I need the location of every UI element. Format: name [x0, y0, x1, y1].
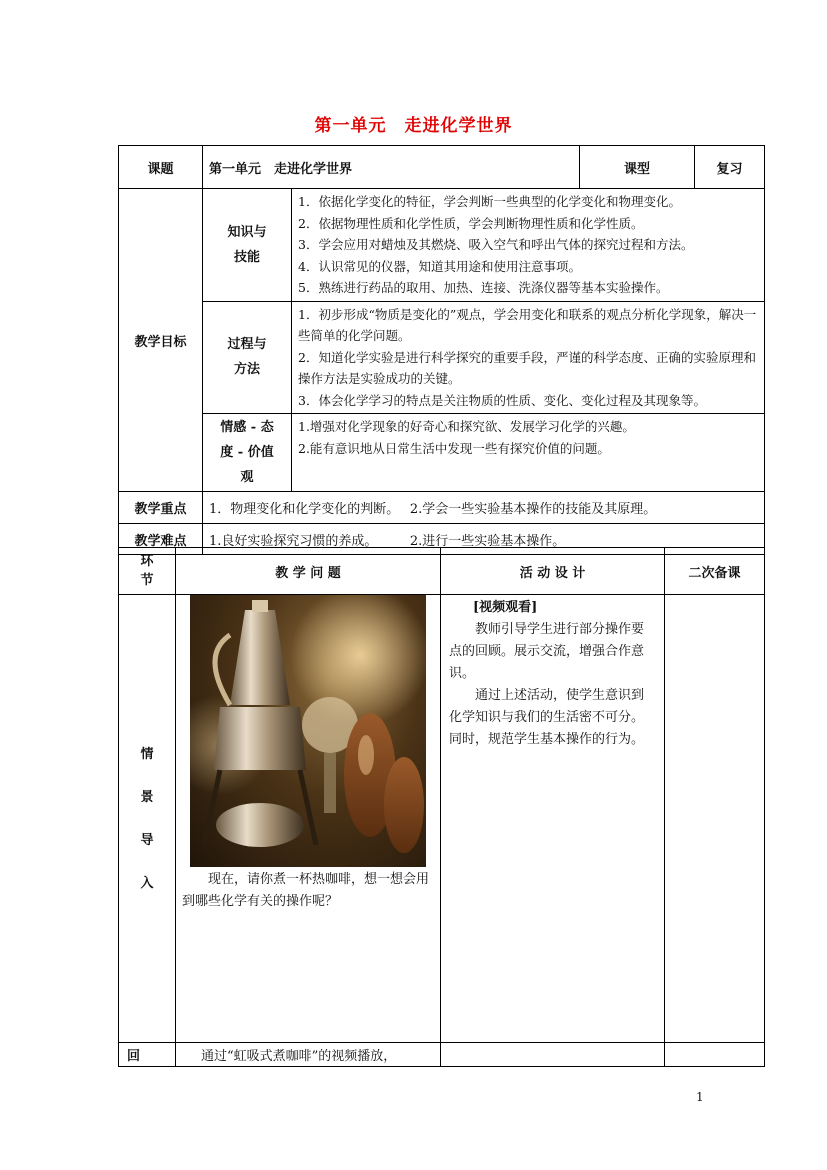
stage-char: 入 [140, 875, 154, 891]
stage-header [119, 548, 176, 595]
topic-value: 第一单元 走进化学世界 [203, 146, 580, 189]
activity-header: 活 动 设 计 [441, 548, 665, 595]
lesson-info-table [118, 145, 765, 555]
stage-char: 情 [140, 746, 154, 762]
stage-char: 导 [140, 832, 154, 848]
next-activity-cell [441, 1043, 665, 1067]
process-objectives [292, 301, 765, 414]
knowledge-item: 5．熟练进行药品的取用、加热、连接、洗涤仪器等基本实验操作。 [298, 280, 669, 295]
problem-caption: 现在，请你煮一杯热咖啡，想一想会用到哪些化学有关的操作呢？ [182, 872, 430, 909]
type-label: 课型 [580, 146, 695, 189]
knowledge-label-line2: 技能 [233, 249, 260, 265]
difficulties-label: 教学难点 [119, 524, 203, 555]
knowledge-label [203, 189, 292, 302]
next-problem-cell: 通过“虹吸式煮咖啡”的视频播放， [176, 1043, 441, 1067]
activity-cell [441, 595, 665, 1043]
problem-header: 教 学 问 题 [176, 548, 441, 595]
emotion-objectives [292, 414, 765, 492]
process-item: 2．知道化学实验是进行科学探究的重要手段，严谨的科学态度、正确的实验原理和操作方法是实验成功的关键。 [298, 349, 756, 386]
page-number: 1 [696, 1090, 704, 1104]
activity-content [441, 595, 664, 753]
topic-label: 课题 [119, 146, 203, 189]
lesson-process-table [118, 547, 765, 1067]
type-value: 复习 [695, 146, 765, 189]
knowledge-item: 2．依据物理性质和化学性质，学会判断物理性质和化学性质。 [298, 215, 644, 231]
notes-cell [665, 595, 765, 1043]
knowledge-item: 1．依据化学变化的特征，学会判断一些典型的化学变化和物理变化。 [298, 194, 681, 209]
emotion-label-line3: 观 [240, 470, 254, 485]
objectives-label: 教学目标 [119, 189, 203, 492]
knowledge-item: 4．认识常见的仪器，知道其用途和使用注意事项。 [298, 258, 581, 274]
emotion-item: 2.能有意识地从日常生活中发现一些有探究价值的问题。 [298, 440, 610, 456]
process-label [203, 301, 292, 414]
knowledge-item: 3．学会应用对蜡烛及其燃烧、吸入空气和呼出气体的探究过程和方法。 [298, 237, 694, 252]
emotion-label-line2: 度 - 价值 [220, 445, 274, 460]
process-item: 1．初步形成“物质是变化的”观点，学会用变化和联系的观点分析化学现象，解决一些简单的化学问题。 [298, 306, 757, 343]
activity-paragraph: 教师引导学生进行部分操作要点的回顾。展示交流，增强合作意识。 [449, 622, 645, 681]
activity-paragraph: 通过上述活动，使学生意识到化学知识与我们的生活密不可分。同时，规范学生基本操作的行为。 [449, 688, 645, 747]
stage-char: 景 [140, 789, 154, 805]
emotion-label-line1: 情感 - 态 [220, 420, 274, 435]
process-label-line2: 方法 [233, 362, 260, 378]
key-points-label: 教学重点 [119, 492, 203, 524]
knowledge-objectives [292, 189, 765, 302]
stage-header-line1: 环 [140, 554, 154, 569]
next-notes-cell [665, 1043, 765, 1067]
knowledge-label-line1: 知识与 [227, 224, 267, 240]
key-points-value: 1．物理变化和化学变化的判断。 2.学会一些实验基本操作的技能及其原理。 [203, 492, 765, 524]
stage-header-line2: 节 [140, 573, 154, 588]
process-item: 3．体会化学学习的特点是关注物质的性质、变化、变化过程及其现象等。 [298, 392, 706, 408]
emotion-item: 1.增强对化学现象的好奇心和探究欲、发展学习化学的兴趣。 [298, 419, 635, 434]
emotion-label [203, 414, 292, 492]
notes-header: 二次备课 [665, 548, 765, 595]
document-title: 第一单元 走进化学世界 [314, 116, 513, 136]
coffee-apparatus-illustration [190, 595, 426, 867]
problem-cell [176, 595, 441, 1043]
next-stage-cell: 回 [119, 1043, 176, 1067]
difficulties-value: 1.良好实验探究习惯的养成。 2.进行一些实验基本操作。 [203, 524, 765, 555]
activity-title: [视频观看] [473, 600, 538, 615]
process-label-line1: 过程与 [227, 337, 267, 353]
coffee-apparatus-photo [190, 595, 426, 867]
stage-cell [119, 595, 176, 1043]
